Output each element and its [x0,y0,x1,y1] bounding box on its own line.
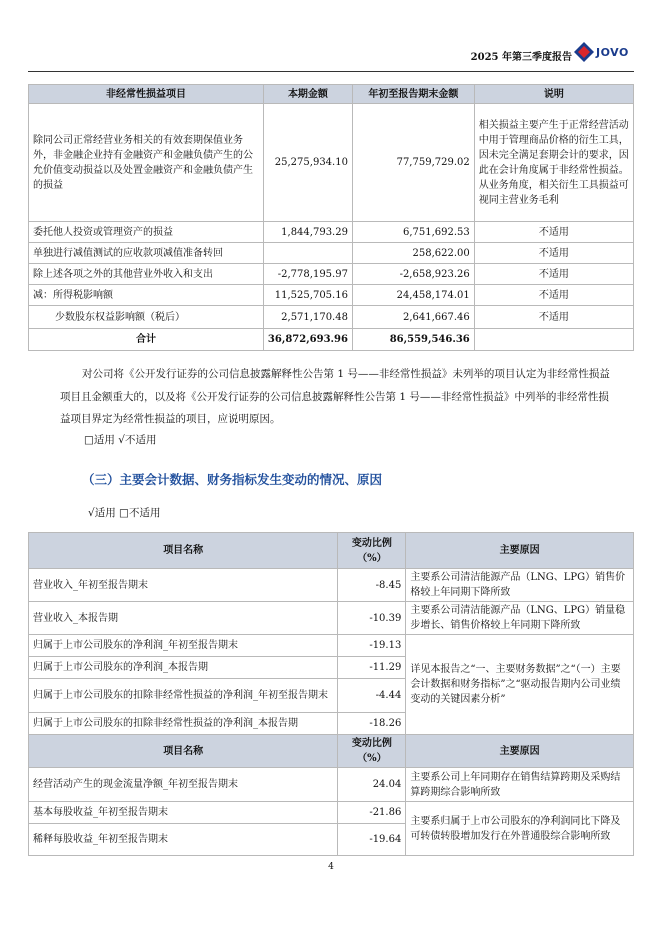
section-title: （三）主要会计数据、财务指标发生变动的情况、原因 [82,472,383,487]
item-cell: 少数股东权益影响额（税后） [29,306,264,329]
header-divider [28,71,634,72]
change-ratio-cell: -18.26 [338,713,406,735]
total-label: 合计 [29,329,264,351]
item-name-cell: 归属于上市公司股东的扣除非经常性损益的净利润_年初至报告期末 [29,679,338,713]
logo-icon [574,42,594,62]
change-ratio-cell: -10.39 [338,602,406,635]
ytd-amount-cell: 258,622.00 [352,243,474,264]
column-header: 变动比例（%） [338,735,406,768]
column-header: 本期金额 [263,85,352,104]
item-cell: 单独进行减值测试的应收款项减值准备转回 [29,243,264,264]
logo-text: JOVO [596,46,629,59]
column-header: 项目名称 [29,735,338,768]
ytd-amount-cell: 2,641,667.46 [352,306,474,329]
change-ratio-cell: -8.45 [338,569,406,602]
note-cell: 不适用 [474,306,633,329]
item-cell: 减：所得税影响额 [29,285,264,306]
column-header: 非经常性损益项目 [29,85,264,104]
item-name-cell: 归属于上市公司股东的净利润_年初至报告期末 [29,635,338,657]
total-ytd-amount: 86,559,546.36 [352,329,474,351]
explanation-paragraph: 对公司将《公开发行证券的公司信息披露解释性公告第 1 号——非经常性损益》未列举的项目认定为非经常性损益项目且金额重大的，以及将《公开发行证券的公司信息披露解释性公告第 1 号——非经常性损益》中列举的非经常性损益项目界定为经常性损益的项目，应说明原因。 [60,368,610,425]
ytd-amount-cell: 24,458,174.01 [352,285,474,306]
column-header: 年初至报告期末金额 [352,85,474,104]
note-cell: 不适用 [474,264,633,285]
change-ratio-cell: -21.86 [338,802,406,824]
item-name-cell: 归属于上市公司股东的扣除非经常性损益的净利润_本报告期 [29,713,338,735]
current-amount-cell: -2,778,195.97 [263,264,352,285]
item-name-cell: 归属于上市公司股东的净利润_本报告期 [29,657,338,679]
total-current-amount: 36,872,693.96 [263,329,352,351]
table-row [29,635,634,657]
ytd-amount-cell: 77,759,729.02 [352,104,474,222]
total-row [29,329,634,351]
current-amount-cell: 1,844,793.29 [263,222,352,243]
table-row [29,264,634,285]
table-row [29,802,634,824]
change-ratio-cell: -19.64 [338,824,406,856]
change-ratio-cell: -19.13 [338,635,406,657]
note-cell: 不适用 [474,243,633,264]
item-name-cell: 营业收入_本报告期 [29,602,338,635]
total-note [474,329,633,351]
column-header: 主要原因 [406,735,634,768]
item-name-cell: 经营活动产生的现金流量净额_年初至报告期末 [29,768,338,802]
note-cell: 不适用 [474,222,633,243]
current-amount-cell: 11,525,705.16 [263,285,352,306]
item-name-cell: 营业收入_年初至报告期末 [29,569,338,602]
table-header-row [29,85,634,104]
table-row [29,306,634,329]
reason-cell: 主要系公司上年同期存在销售结算跨期及采购结算跨期综合影响所致 [406,768,634,802]
ytd-amount-cell: -2,658,923.26 [352,264,474,285]
column-header: 变动比例（%） [338,533,406,569]
ytd-amount-cell: 6,751,692.53 [352,222,474,243]
table-row [29,768,634,802]
column-header: 说明 [474,85,633,104]
applicability-check-2: √适用 □不适用 [88,507,161,519]
reason-cell: 主要系公司清洁能源产品（LNG、LPG）销量稳步增长、销售价格较上年同期下降所致 [406,602,634,635]
change-ratio-cell: 24.04 [338,768,406,802]
item-cell: 除上述各项之外的其他营业外收入和支出 [29,264,264,285]
table-header-row [29,735,634,768]
item-name-cell: 稀释每股收益_年初至报告期末 [29,824,338,856]
change-ratio-cell: -4.44 [338,679,406,713]
column-header: 主要原因 [406,533,634,569]
table-row [29,285,634,306]
report-title: 2025 年第三季度报告 [470,52,572,63]
table-row [29,104,634,222]
table-row [29,569,634,602]
item-cell: 除同公司正常经营业务相关的有效套期保值业务外，非金融企业持有金融资产和金融负债产生的公允价值变动损益以及处置金融资产和金融负债产生的损益 [29,104,264,222]
current-amount-cell: 2,571,170.48 [263,306,352,329]
item-name-cell: 基本每股收益_年初至报告期末 [29,802,338,824]
table-row [29,602,634,635]
applicability-check-1: □适用 √不适用 [84,434,157,446]
page-number: 4 [328,862,334,872]
reason-cell-merged: 主要系归属于上市公司股东的净利润同比下降及可转债转股增加发行在外普通股综合影响所致 [406,802,634,856]
change-ratio-cell: -11.29 [338,657,406,679]
key-metrics-change-table [28,532,634,856]
company-logo [574,42,634,64]
note-cell: 相关损益主要产生于正常经营活动中用于管理商品价格的衍生工具，因未完全满足套期会计的要求，因此在会计角度属于非经常性损益。从业务角度，相关衍生工具损益可视同主营业务毛利 [474,104,633,222]
non-recurring-items-table [28,84,634,351]
item-cell: 委托他人投资或管理资产的损益 [29,222,264,243]
note-cell: 不适用 [474,285,633,306]
table-row [29,243,634,264]
column-header: 项目名称 [29,533,338,569]
reason-cell-merged: 详见本报告之“一、主要财务数据”之“（一）主要会计数据和财务指标”之“驱动报告期内公司业绩变动的关键因素分析” [406,635,634,735]
reason-cell: 主要系公司清洁能源产品（LNG、LPG）销售价格较上年同期下降所致 [406,569,634,602]
table-row [29,222,634,243]
current-amount-cell [263,243,352,264]
table-header-row [29,533,634,569]
page-header [28,38,634,68]
current-amount-cell: 25,275,934.10 [263,104,352,222]
